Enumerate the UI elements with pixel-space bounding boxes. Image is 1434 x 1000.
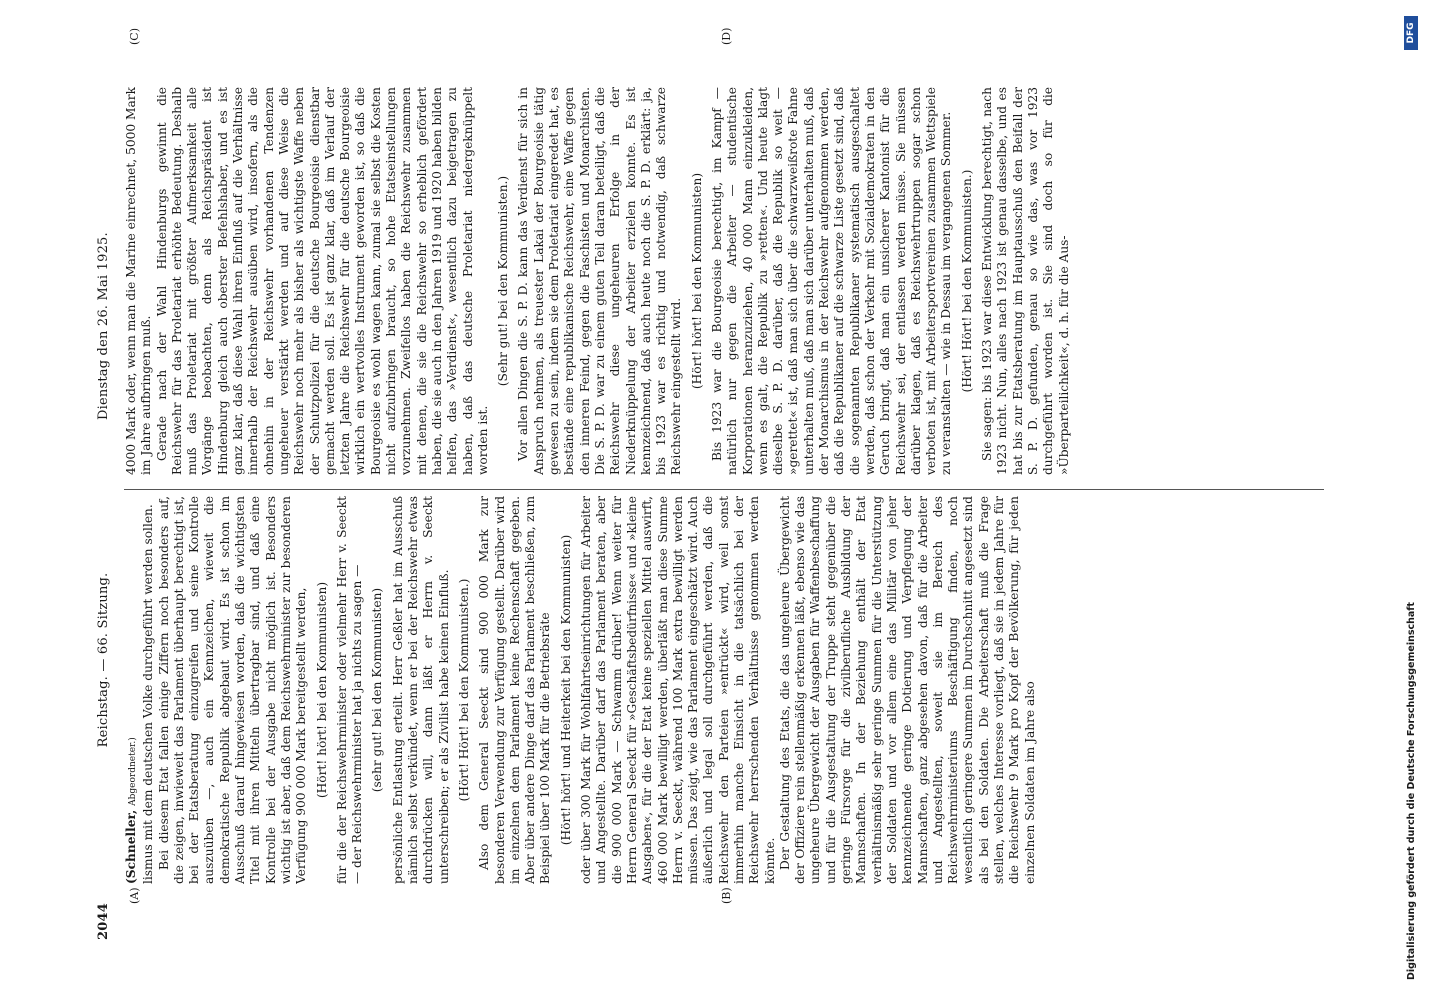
margin-marker-a: (A) bbox=[128, 887, 141, 904]
text-column-right bbox=[124, 87, 1324, 475]
session-title: Reichstag. — 66. Sitzung. bbox=[96, 572, 111, 748]
paragraph: für die der Reichswehrminister oder vielmehr Herr v. Seeckt — der Reichswehrminister hat ja nichts zu sagen — bbox=[334, 496, 365, 884]
margin-marker-c: (C) bbox=[128, 28, 141, 45]
paragraph: Gerade nach der Wahl Hindenburgs gewinnt die Reichswehr für das Proletariat erhöhte Bedeutung. Deshalb muß das Proletariat mit größter Aufmerksamkeit alle Vorgänge beobachten, denn als Reichspräsident ist Hindenburg gleich auch oberster Befehlshaber, und es ist ganz klar, daß diese Wahl ihren Einfluß auf die Verhältnisse innerhalb der Reichswehr ausüben wird, insofern, als die ohnehin in der Reichswehr vorhandenen Tendenzen ungeheuer verstärkt werden und auf diese Weise die Reichswehr noch mehr als bisher als wichtigste Waffe neben der Schutzpolizei für die deutsche Bourgeoisie dienstbar gemacht werden soll. Es ist ganz klar, daß im Verlauf der letzten Jahre die Reichswehr für die deutsche Bourgeoisie wirklich ein wertvolles Instrument geworden ist, so daß die Bourgeoisie es wohl wagen kann, zumal sie selbst die Kosten nicht aufzubringen braucht, so hohe Etatseinstellungen vorzunehmen. Zweifellos haben die Reichswehr zusammen mit denen, die sie die Reichswehr so erheblich gefördert haben, die sie auch in den Jahren 1919 und 1920 haben bilden helfen, das »Verdienst«, wesentlich dazu beigetragen zu haben, daß das deutsche Proletariat niedergeknüppelt worden ist. bbox=[154, 87, 490, 475]
interjection: (Hört! Hört! bei den Kommunisten.) bbox=[959, 169, 974, 393]
dfg-logo: DFG bbox=[1404, 16, 1418, 50]
interjection: (sehr gut! bei den Kommunisten) bbox=[370, 587, 385, 793]
speaker-name: (Schneller, bbox=[124, 809, 138, 884]
column-divider bbox=[124, 489, 1324, 490]
paragraph: oder über 300 Mark für Wohlfahrtseinrichtungen für Arbeiter und Angestellte. Darüber darf das Parlament beraten, aber die 900 000 Mark — Schwamm drüber! Wenn weiter für Herrn General Seeckt für »Geschäftsbedürfnisse« und »kleine Ausgaben«, für die der Etat keine speziellen Mittel auswirft, 460 000 Mark bewilligt werden, überläßt man diese Summe Herrn v. Seeckt, während 100 Mark extra bewilligt werden müssen. Das zeigt, wie das Parlament eingeschätzt wird. Auch äußerlich und legal soll durchgeführt werden, daß die Reichswehr den Parteien »entrückt« wird, weil sonst immerhin manche Einsicht in die tatsächlich bei der Reichswehr herrschenden Verhältnisse genommen werden könnte. bbox=[579, 496, 777, 884]
interjection: (Hört! Hört! bei den Kommunisten.) bbox=[456, 578, 471, 802]
interjection: (Hört! hört! und Heiterkeit bei den Kommunisten) bbox=[558, 534, 573, 846]
paragraph: 4000 Mark oder, wenn man die Marine einrechnet, 5000 Mark im Jahre aufbringen muß. bbox=[124, 87, 154, 475]
text-column-left bbox=[124, 496, 1324, 884]
speaker-line bbox=[124, 496, 141, 884]
credit-text: Digitalisierung gefördert durch die Deutsche Forschungsgemeinschaft bbox=[1406, 602, 1417, 980]
digitization-credit bbox=[1398, 20, 1428, 980]
session-date: Dienstag den 26. Mai 1925. bbox=[96, 232, 111, 420]
paragraph: Sie sagen: bis 1923 war diese Entwicklung berechtigt, nach 1923 nicht. Nun, alles nach 1923 ist genau dasselbe, und es hat bis zur Etatsberatung im Hauptausschuß den Beifall der S. P. D. gefunden, genau so wie das, was vor 1923 durchgeführt worden ist. Sie sind doch so für die »Überparteilichkeit«, d. h. für die Aus- bbox=[980, 87, 1071, 475]
paragraph: Also dem General Seeckt sind 900 000 Mark zur besonderen Verwendung zur Verfügung gestellt. Darüber wird im einzelnen dem Parlament keine Rechenschaft gegeben. Aber über andere Dinge darf das Parlament beschließen, zum Beispiel über 100 Mark für die Betriebsräte bbox=[477, 496, 553, 884]
paragraph: Bei diesem Etat fallen einige Ziffern noch besonders auf, die zeigen, inwieweit das Parlament überhaupt berechtigt ist, bei der Etatsberatung einzugreifen und seine Kontrolle auszuüben —, auch ein Kennzeichen, wieweit die demokratische Republik abgebaut wird. Es ist schon im Ausschuß darauf hingewiesen worden, daß die wichtigsten Titel mit ihren Mitteln übertragbar sind, und daß eine Kontrolle bei der Ausgabe nicht möglich ist. Besonders wichtig ist aber, daß dem Reichswehrminister zur besonderen Verfügung 900 000 Mark bereitgestellt werden, bbox=[156, 496, 309, 884]
paragraph: persönliche Entlastung erteilt. Herr Geßler hat im Ausschuß nämlich selbst verkündet, wenn er bei der Reichswehr etwas durchdrücken will, dann läßt er Herrn v. Seeckt unterschreiben; er als Zivilist habe keinen Einfluß. bbox=[390, 496, 451, 884]
paragraph: lismus mit dem deutschen Volke durchgeführt werden sollen. bbox=[141, 504, 156, 884]
page-header bbox=[94, 50, 120, 940]
paragraph: Bis 1923 war die Bourgeoisie berechtigt, im Kampf — natürlich nur gegen die Arbeiter — studentische Korporationen heranzuziehen, 40 000 Mann einzukleiden, wenn es galt, die Republik zu »retten«. Und heute klagt dieselbe S. P. D. darüber, daß die Republik so weit — »gerettet« ist, daß man sich über die schwarzweißrote Fahne unterhalten muß, daß man sich darüber unterhalten muß, daß der Monarchismus in der Reichswehr aufgenommen werden, daß die Republikaner auf die schwarze Liste gesetzt sind, daß die sogenannten Republikaner systematisch ausgeschaltet werden, daß schon der Verkehr mit Sozialdemokraten in den Geruch bringt, daß man ein unsicherer Kantonist für die Reichswehr sei, der entlassen werden müsse. Sie müssen darüber klagen, daß es Reichswehrtruppen sogar schon verboten ist, mit Arbeitersportvereinen zusammen Wettspiele zu veranstalten — wie in Dessau im vergangenen Sommer. bbox=[709, 87, 954, 475]
paragraph: Vor allen Dingen die S. P. D. kann das Verdienst für sich in Anspruch nehmen, als treuester Lakai der Bourgeoisie tätig gewesen zu sein, indem sie dem Proletariat eingeredet hat, es bestände eine republikanische Reichswehr, eine Waffe gegen den inneren Feind, gegen die Faschisten und Monarchisten. Die S. P. D. war zu einem guten Teil daran beteiligt, daß die Reichswehr diese ungeheuren Erfolge in der Niederknüppelung der Arbeiter erzielen konnte. Es ist kennzeichnend, daß auch heute noch die S. P. D. erklärt: ja, bis 1923 war es richtig und notwendig, daß schwarze Reichswehr eingestellt wird. bbox=[516, 87, 684, 475]
margin-marker-b: (B) bbox=[720, 887, 733, 904]
interjection: (Sehr gut! bei den Kommunisten.) bbox=[496, 175, 511, 387]
interjection: (Hört! hört! bei den Kommunisten) bbox=[314, 581, 329, 799]
interjection: (Hört! hört! bei den Kommunisten) bbox=[689, 172, 704, 390]
page-number: 2044 bbox=[96, 903, 111, 940]
margin-marker-d: (D) bbox=[720, 27, 733, 45]
paragraph: Der Gestaltung des Etats, die das ungeheure Übergewicht der Offiziere rein stellenmäßig erkennen läßt, ebenso wie das ungeheure Übergewicht der Ausgaben für Waffenbeschaffung und für die Ausgestaltung der Truppe steht gegenüber die geringe Fürsorge für die zivilberufliche Ausbildung der Mannschaften. In der Beziehung enthält der Etat verhältnismäßig sehr geringe Summen für die Unterstützung der Soldaten und vor allem eine das Militär von jeher kennzeichnende geringe Dotierung und Verpflegung der Mannschaften, ganz abgesehen davon, daß für die Arbeiter und Angestellten, soweit sie im Bereich des Reichswehrministeriums Beschäftigung finden, noch wesentlich geringere Summen im Durchschnitt angesetzt sind als bei den Soldaten. Die Arbeiterschaft muß die Frage stellen, welches Interesse vorliegt, daß sie in jedem Jahre für die Reichswehr 9 Mark pro Kopf der Bevölkerung, für jeden einzelnen Soldaten im Jahre also bbox=[777, 496, 1037, 884]
speaker-role: Abgeordneter.) bbox=[128, 737, 138, 806]
